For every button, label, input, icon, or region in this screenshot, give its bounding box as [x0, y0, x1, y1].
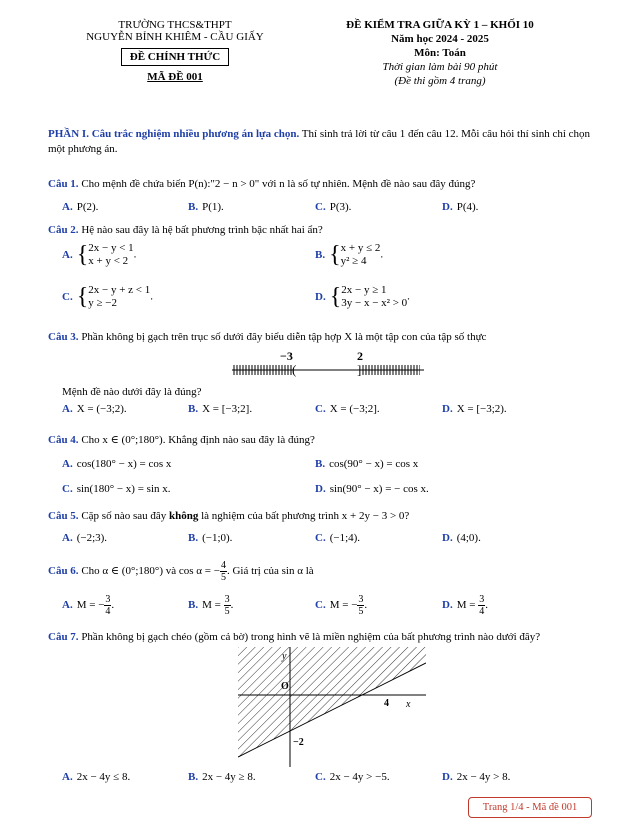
page-count: (Đề thi gồm 4 trang) [394, 75, 486, 87]
q5-option-d[interactable]: D. (4;0). [442, 532, 481, 544]
left-bracket: ( [292, 362, 297, 377]
origin-label: O [281, 681, 289, 692]
part1-heading [48, 127, 596, 157]
x-tick-label: 4 [384, 698, 389, 709]
question-7: Câu 7. Phần không bị gạch chéo (gồm cả bờ) trong hình vẽ là miền nghiệm của bất phương trình nào dưới đây? [48, 631, 541, 643]
question-5: Câu 5. Cặp số nào sau đây không là nghiệm của bất phương trình x + 2y − 3 > 0? [48, 510, 410, 522]
q4-option-c[interactable]: C. sin(180° − x) = sin x. [62, 483, 171, 495]
q4-option-d[interactable]: D. sin(90° − x) = − cos x. [315, 483, 429, 495]
q3-option-a[interactable]: A. X = (−3;2). [62, 403, 127, 415]
q1-option-d[interactable]: D. P(4). [442, 201, 479, 213]
q2-option-d[interactable]: D. {2x − y ≥ 1 3y − x − x² > 0. [315, 284, 410, 310]
number-line-figure [230, 348, 430, 378]
q6-option-d[interactable]: D. M = $\frac{3}{4}$ . [442, 594, 488, 617]
hatched-region-left [232, 365, 292, 375]
exam-title: ĐỀ KIỂM TRA GIỮA KỲ 1 – KHỐI 10 [346, 19, 534, 31]
q1-option-a[interactable]: A. P(2). [62, 201, 99, 213]
part1-instruction: Thí sinh trả lời từ câu 1 đến câu 12. Mỗi câu hỏi thí sinh chỉ chọn một phương án. [48, 128, 591, 155]
q3-question: Mệnh đề nào dưới đây là đúng? [62, 386, 202, 398]
school-year: Năm học 2024 - 2025 [391, 33, 489, 45]
q6-option-c[interactable]: C. M = − $\frac{3}{5}$ . [315, 594, 368, 617]
hatched-region-right [362, 365, 420, 375]
question-1: Câu 1. Cho mệnh đề chứa biến P(n):"2 − n > 0" với n là số tự nhiên. Mệnh đề nào sau đây đúng? [48, 178, 476, 190]
q1-option-c[interactable]: C. P(3). [315, 201, 352, 213]
q7-option-d[interactable]: D. 2x − 4y > 8. [442, 771, 511, 783]
y-tick-label: −2 [293, 737, 304, 748]
q2-option-b[interactable]: B. {x + y ≤ 2 y² ≥ 4. [315, 242, 384, 268]
school-name-line2: NGUYỄN BỈNH KHIÊM - CẦU GIẤY [86, 31, 264, 43]
part1-title: PHẦN I. Câu trắc nghiệm nhiều phương án lựa chọn. [48, 128, 300, 140]
q7-option-b[interactable]: B. 2x − 4y ≥ 8. [188, 771, 256, 783]
q3-option-c[interactable]: C. X = (−3;2]. [315, 403, 380, 415]
y-axis-label: y [282, 651, 287, 662]
question-6: Câu 6. Cho α ∈ (0°;180°) và cos α = − $\frac{4}{5}$ . Giá trị của sin α là [48, 560, 314, 583]
q1-option-b[interactable]: B. P(1). [188, 201, 224, 213]
question-3: Câu 3. Phần không bị gạch trên trục số dưới đây biểu diễn tập hợp X là một tập con của tập số thực [48, 331, 487, 343]
question-2: Câu 2. Hệ nào sau đây là hệ bất phương trình bậc nhất hai ẩn? [48, 224, 323, 236]
q5-option-a[interactable]: A. (−2;3). [62, 532, 108, 544]
q3-option-b[interactable]: B. X = [−3;2]. [188, 403, 253, 415]
official-label: ĐỀ CHÍNH THỨC [121, 48, 229, 66]
tick-label-left: −3 [280, 349, 293, 363]
right-bracket: ] [357, 362, 362, 377]
q7-option-a[interactable]: A. 2x − 4y ≤ 8. [62, 771, 131, 783]
exam-code: MÃ ĐỀ 001 [147, 71, 203, 83]
duration: Thời gian làm bài 90 phút [382, 61, 498, 73]
page-footer: Trang 1/4 - Mã đề 001 [468, 797, 592, 818]
q2-option-a[interactable]: A. {2x − y < 1 x + y < 2. [62, 242, 137, 268]
x-axis-label: x [406, 699, 411, 710]
q3-option-d[interactable]: D. X = [−3;2). [442, 403, 507, 415]
inequality-graph [238, 647, 426, 767]
q5-option-c[interactable]: C. (−1;4). [315, 532, 361, 544]
hatched-region [238, 647, 426, 757]
tick-label-right: 2 [357, 349, 363, 363]
q7-option-c[interactable]: C. 2x − 4y > −5. [315, 771, 390, 783]
school-name-line1: TRƯỜNG THCS&THPT [118, 19, 232, 31]
q4-option-a[interactable]: A. cos(180° − x) = cos x [62, 458, 172, 470]
q2-option-c[interactable]: C. {2x − y + z < 1 y ≥ −2. [62, 284, 153, 310]
q6-option-a[interactable]: A. M = − $\frac{3}{4}$ . [62, 594, 115, 617]
subject: Môn: Toán [414, 47, 466, 59]
q5-option-b[interactable]: B. (−1;0). [188, 532, 233, 544]
q6-option-b[interactable]: B. M = $\frac{3}{5}$ . [188, 594, 234, 617]
question-4: Câu 4. Cho x ∈ (0°;180°). Khẳng định nào sau đây là đúng? [48, 434, 315, 446]
q4-option-b[interactable]: B. cos(90° − x) = cos x [315, 458, 419, 470]
